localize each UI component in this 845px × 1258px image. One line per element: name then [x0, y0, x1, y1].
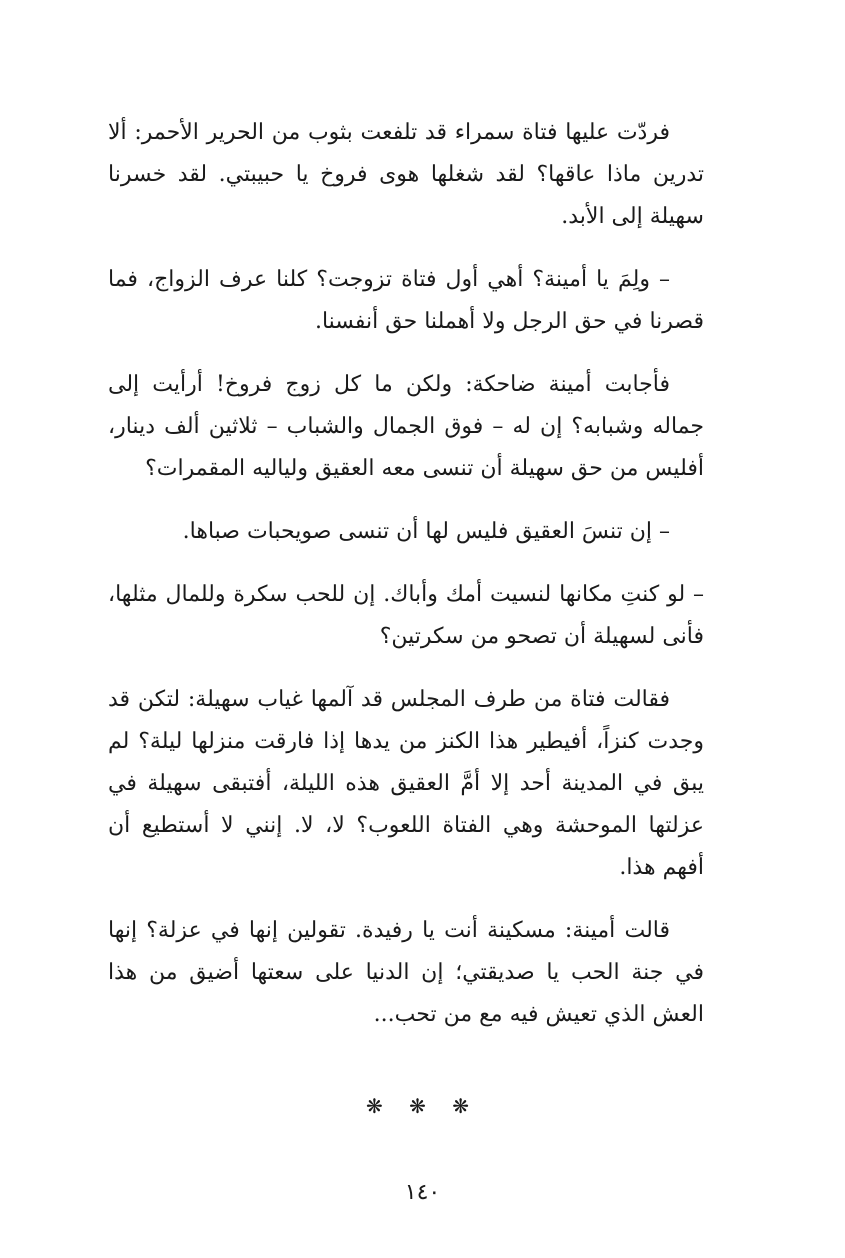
page-body: [108, 112, 704, 1057]
paragraph: – لو كنتِ مكانها لنسيت أمك وأباك. إن للحب سكرة وللمال مثلها، فأنى لسهيلة أن تصحو من سكرتين؟: [108, 582, 704, 649]
paragraph: قالت أمينة: مسكينة أنت يا رفيدة. تقولين إنها في عزلة؟ إنها في جنة الحب يا صديقتي؛ إن الدنيا على سعتها أضيق من هذا العش الذي تعيش فيه مع من تحب...: [108, 918, 704, 1027]
paragraph: فأجابت أمينة ضاحكة: ولكن ما كل زوج فروخ! أرأيت إلى جماله وشبابه؟ إن له – فوق الجمال والشباب – ثلاثين ألف دينار، أفليس من حق سهيلة أن تنسى معه العقيق ولياليه المقمرات؟: [108, 372, 704, 481]
page-number: ١٤٠: [404, 1180, 441, 1205]
paragraph: فردّت عليها فتاة سمراء قد تلفعت بثوب من الحرير الأحمر: ألا تدرين ماذا عاقها؟ لقد شغلها هوى فروخ يا حبيبتي. لقد خسرنا سهيلة إلى الأبد.: [108, 120, 704, 229]
section-separator: ❋ ❋ ❋: [366, 1094, 479, 1118]
paragraph: – إن تنسَ العقيق فليس لها أن تنسى صويحبات صباها.: [182, 519, 670, 544]
paragraph: – ولِمَ يا أمينة؟ أهي أول فتاة تزوجت؟ كلنا عرف الزواج، فما قصرنا في حق الرجل ولا أهملنا حق أنفسنا.: [108, 267, 704, 334]
paragraph: فقالت فتاة من طرف المجلس قد آلمها غياب سهيلة: لتكن قد وجدت كنزاً، أفيطير هذا الكنز من يدها إذا فارقت منزلها ليلة؟ لم يبق في المدينة أحد إلا أمَّ العقيق هذه الليلة، أفتبقى سهيلة في عزلتها الموحشة وهي الفتاة اللعوب؟ لا، لا. إنني لا أستطيع أن أفهم هذا.: [108, 687, 704, 880]
